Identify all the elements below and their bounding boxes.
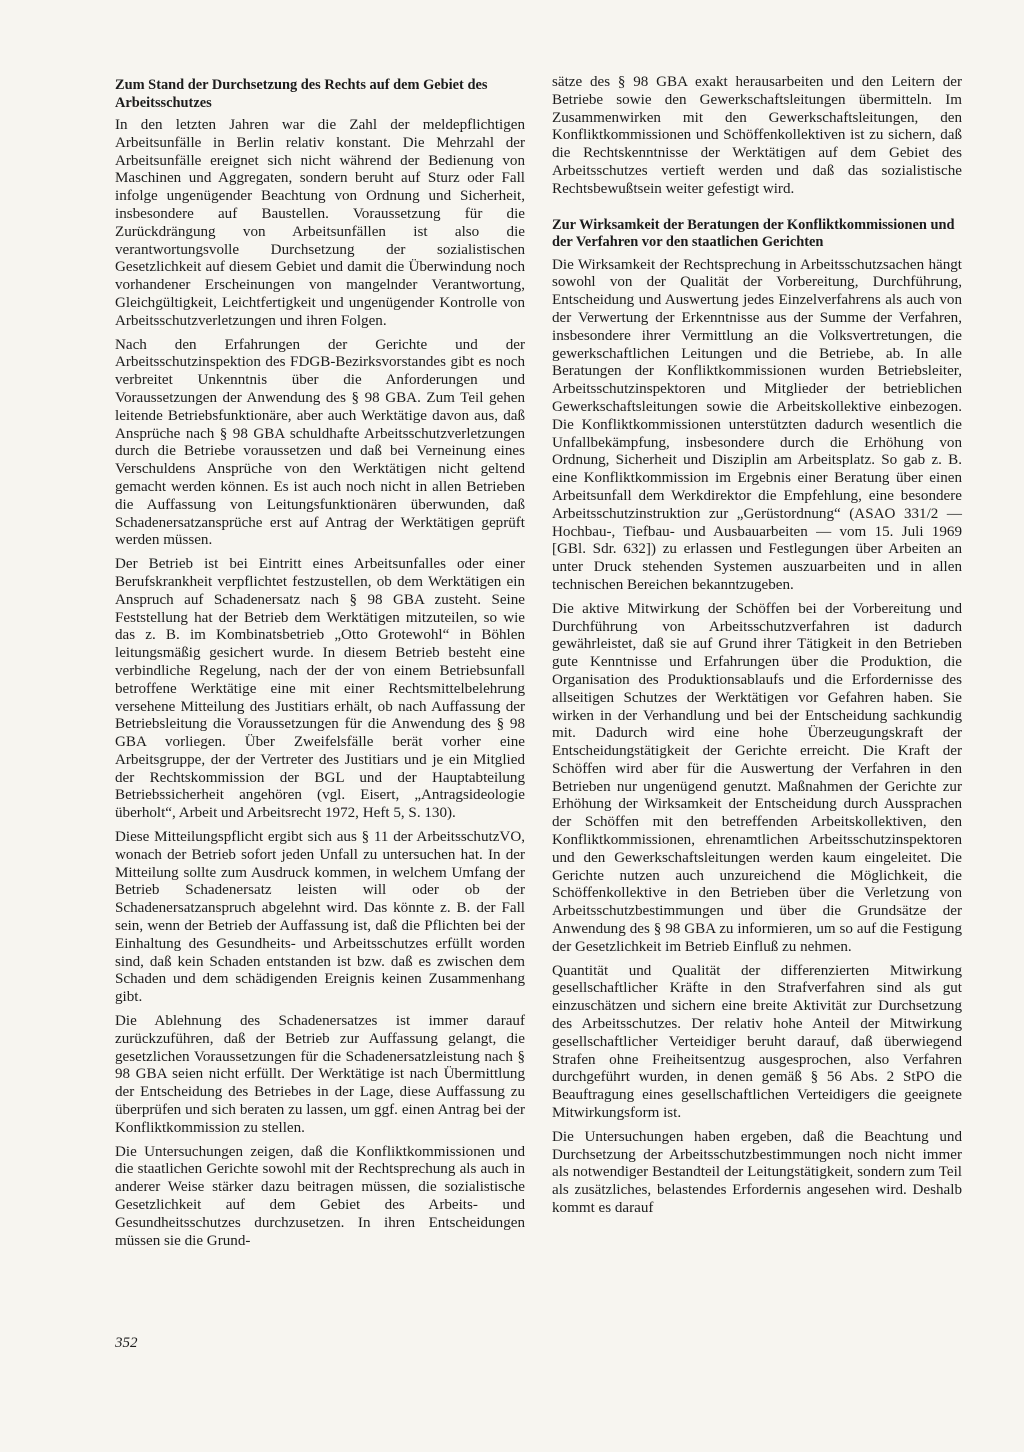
paragraph: Diese Mitteilungspflicht ergibt sich aus § 11 der ArbeitsschutzVO, wonach der Betrieb sofort jeden Unfall zu untersuchen hat. In der Mitteilung sollte zum Ausdruck kommen, in welchem Umfang der Betrieb Schadenersatz leisten will oder ob der Schadenersatzanspruch abgelehnt wird. Das könnte z. B. der Fall sein, wenn der Betrieb der Auffassung ist, daß die Pflichten bei der Einhaltung des Gesundheits- und Arbeitsschutzes erfüllt worden sind, daß kein Schaden entstanden ist bzw. daß es zwischen dem Schaden und dem schädigenden Ereignis keinen Zusammenhang gibt. <box>115 829 525 1006</box>
paragraph: Die Untersuchungen haben ergeben, daß die Beachtung und Durchsetzung der Arbeitsschutzbestimmungen noch nicht immer als notwendiger Bestandteil der Leitungstätigkeit, sondern zum Teil als zusätzliches, belastendes Erfordernis angesehen wird. Deshalb kommt es darauf <box>552 1128 962 1217</box>
section-heading-konfliktkommissionen: Zur Wirksamkeit der Beratungen der Konfliktkommissionen und der Verfahren vor den staatlichen Gerichten <box>552 216 955 251</box>
paragraph: Nach den Erfahrungen der Gerichte und der Arbeitsschutzinspektion des FDGB-Bezirksvorstandes gibt es noch verbreitet Unkenntnis über die Anforderungen und Voraussetzungen der Anwendung des § 98 GBA. Zum Teil gehen leitende Betriebsfunktionäre, aber auch Werktätige davon aus, daß Ansprüche nach § 98 GBA schuldhafte Arbeitsschutzverletzungen durch die Betriebe voraussetzen und daß bei Verneinung eines Verschuldens Ansprüche von den Werktätigen nicht geltend gemacht werden können. Es ist auch noch nicht in allen Betrieben die Auffassung von Leitungsfunktionären überwunden, daß Schadenersatzansprüche erst auf Antrag der Werktätigen geprüft werden müssen. <box>115 336 525 549</box>
paragraph: Quantität und Qualität der differenzierten Mitwirkung gesellschaftlicher Kräfte in den Strafverfahren sind als gut einzuschätzen und sichern eine breite Aktivität zur Durchsetzung des Arbeitsschutzes. Der relativ hohe Anteil der Mitwirkung gesellschaftlicher Verteidiger beruht darauf, daß überwiegend Strafen ohne Freiheitsentzug ausgesprochen, also Verfahren durchgeführt wurden, in denen gemäß § 56 Abs. 2 StPO die Beauftragung eines gesellschaftlichen Verteidigers die geeignete Mitwirkungsform ist. <box>552 962 962 1122</box>
paragraph: Der Betrieb ist bei Eintritt eines Arbeitsunfalles oder einer Berufskrankheit verpflichtet festzustellen, ob dem Werktätigen ein Anspruch auf Schadenersatz nach § 98 GBA zusteht. Seine Feststellung hat der Betrieb dem Werktätigen mitzuteilen, so wie das z. B. im Kombinatsbetrieb „Otto Grotewohl“ in Böhlen leitungsmäßig gesichert wurde. In diesem Betrieb besteht eine verbindliche Regelung, nach der der von einem Betriebsunfall betroffene Werktätige eine mit einer Rechtsmittelbelehrung versehene Mitteilung des Justitiars erhält, ob nach Auffassung der Betriebsleitung die Voraussetzungen für die Anwendung des § 98 GBA vorliegen. Über Zweifelsfälle berät vorher eine Arbeitsgruppe, der der Vertreter des Justitiars und je ein Mitglied der Rechtskommission der BGL und der Hauptabteilung Betriebssicherheit angehören (vgl. Eisert, „Antragsideologie überholt“, Arbeit und Arbeitsrecht 1972, Heft 5, S. 130). <box>115 556 525 822</box>
paragraph: Die Untersuchungen zeigen, daß die Konfliktkommissionen und die staatlichen Gerichte sowohl mit der Rechtsprechung als auch in anderer Weise stärker dazu beitragen müssen, die sozialistische Gesetzlichkeit auf dem Gebiet des Arbeits- und Gesundheitsschutzes durchzusetzen. In ihren Entscheidungen müssen sie die Grund- <box>115 1143 525 1249</box>
left-column <box>115 74 525 1256</box>
paragraph: Die Ablehnung des Schadenersatzes ist immer darauf zurückzuführen, daß der Betrieb zur Auffassung gelangt, die gesetzlichen Voraussetzungen für die Schadenersatzleistung nach § 98 GBA seien nicht erfüllt. Der Werktätige ist nach Übermittlung der Entscheidung des Betriebes in der Lage, diese Auffassung zu überprüfen und sich beraten zu lassen, um ggf. einen Antrag bei der Konfliktkommission zu stellen. <box>115 1013 525 1136</box>
paragraph: In den letzten Jahren war die Zahl der meldepflichtigen Arbeitsunfälle in Berlin relativ konstant. Die Mehrzahl der Arbeitsunfälle ereignet sich nicht während der Bedienung von Maschinen und Aggregaten, sondern beruht auf Sturz oder Fall infolge ungenügender Beachtung von Ordnung und Sicherheit, insbesondere auf Baustellen. Voraussetzung für die Zurückdrängung von Arbeitsunfällen ist also die verantwortungsvolle Durchsetzung der sozialistischen Gesetzlichkeit auf diesem Gebiet und damit die Überwindung noch vorhandener Erscheinungen von mangelnder Verantwortung, Gleichgültigkeit, Leichtfertigkeit und ungenügender Kontrolle von Arbeitsschutzverletzungen und ihren Folgen. <box>115 117 525 329</box>
right-column <box>552 74 962 1224</box>
page-number: 352 <box>115 1335 138 1351</box>
paragraph: Die aktive Mitwirkung der Schöffen bei der Vorbereitung und Durchführung von Arbeitsschutzverfahren ist dadurch gewährleistet, daß sie auf Grund ihrer Tätigkeit in den Betrieben gute Kenntnisse und Erfahrungen über die Produktion, die Organisation des Produktionsablaufs und die Erfordernisse des allseitigen Schutzes der Werktätigen vor Gefahren haben. Sie wirken in der Verhandlung und bei der Entscheidung sachkundig mit. Dadurch wird eine hohe Überzeugungskraft der Entscheidungstätigkeit der Gerichte erreicht. Die Kraft der Schöffen wird aber für die Auswertung der Verfahren in den Betrieben nur ungenügend genutzt. Maßnahmen der Gerichte zur Erhöhung der Wirksamkeit der Entscheidung durch Aussprachen der Schöffen mit den betreffenden Arbeitskollektiven, den Konfliktkommissionen, ehrenamtlichen Arbeitsschutzinspektoren und den Gewerkschaftsleitungen werden kaum eingeleitet. Die Gerichte nutzen auch unzureichend die Möglichkeit, die Schöffenkollektive in den Betrieben über die Verletzung von Arbeitsschutzbestimmungen und über die Grundsätze der Anwendung des § 98 GBA zu informieren, um so auf die Festigung der Gesetzlichkeit im Betrieb Einfluß zu nehmen. <box>552 600 962 955</box>
paragraph-continued: sätze des § 98 GBA exakt herausarbeiten und den Leitern der Betriebe sowie den Gewerkschaftsleitungen übermitteln. Im Zusammenwirken mit den Gewerkschaftsleitungen, den Konfliktkommissionen und Schöffenkollektiven ist zu sichern, daß die Rechtskenntnisse der Werktätigen auf dem Gebiet des Arbeitsschutzes vertieft werden und daß das sozialistische Rechtsbewußtsein weiter gefestigt wird. <box>552 74 962 197</box>
section-heading-arbeitsschutz: Zum Stand der Durchsetzung des Rechts auf dem Gebiet des Arbeitsschutzes <box>115 77 488 111</box>
paragraph: Die Wirksamkeit der Rechtsprechung in Arbeitsschutzsachen hängt sowohl von der Qualität der Vorbereitung, Durchführung, Entscheidung und Auswertung jedes Einzelverfahrens als auch von der Verwertung der Erkenntnisse aus der Summe der Verfahren, insbesondere ihrer Vermittlung an die Volksvertretungen, die gewerkschaftlichen Leitungen und die Betriebe, ab. In alle Beratungen der Konfliktkommissionen wurden Betriebsleiter, Arbeitsschutzinspektoren und Mitglieder der betrieblichen Gewerkschaftsleitungen sowie die Arbeitskollektive einbezogen. Die Konfliktkommissionen unterstützten dadurch wesentlich die Unfallbekämpfung, insbesondere durch die Erhöhung von Ordnung, Sicherheit und Disziplin am Arbeitsplatz. So gab z. B. eine Konfliktkommission im Ergebnis einer Beratung über einen Arbeitsunfall dem Werkdirektor die Empfehlung, eine besondere Arbeitsschutzinstruktion zur „Gerüstordnung“ (ASAO 331/2 — Hochbau-, Tiefbau- und Ausbauarbeiten — vom 15. Juli 1969 [GBl. Sdr. 632]) zu erlassen und Festlegungen über Arbeiten an unter Druck stehenden Systemen auszuarbeiten und in allen technischen Bereichen bekanntzugeben. <box>552 256 962 593</box>
